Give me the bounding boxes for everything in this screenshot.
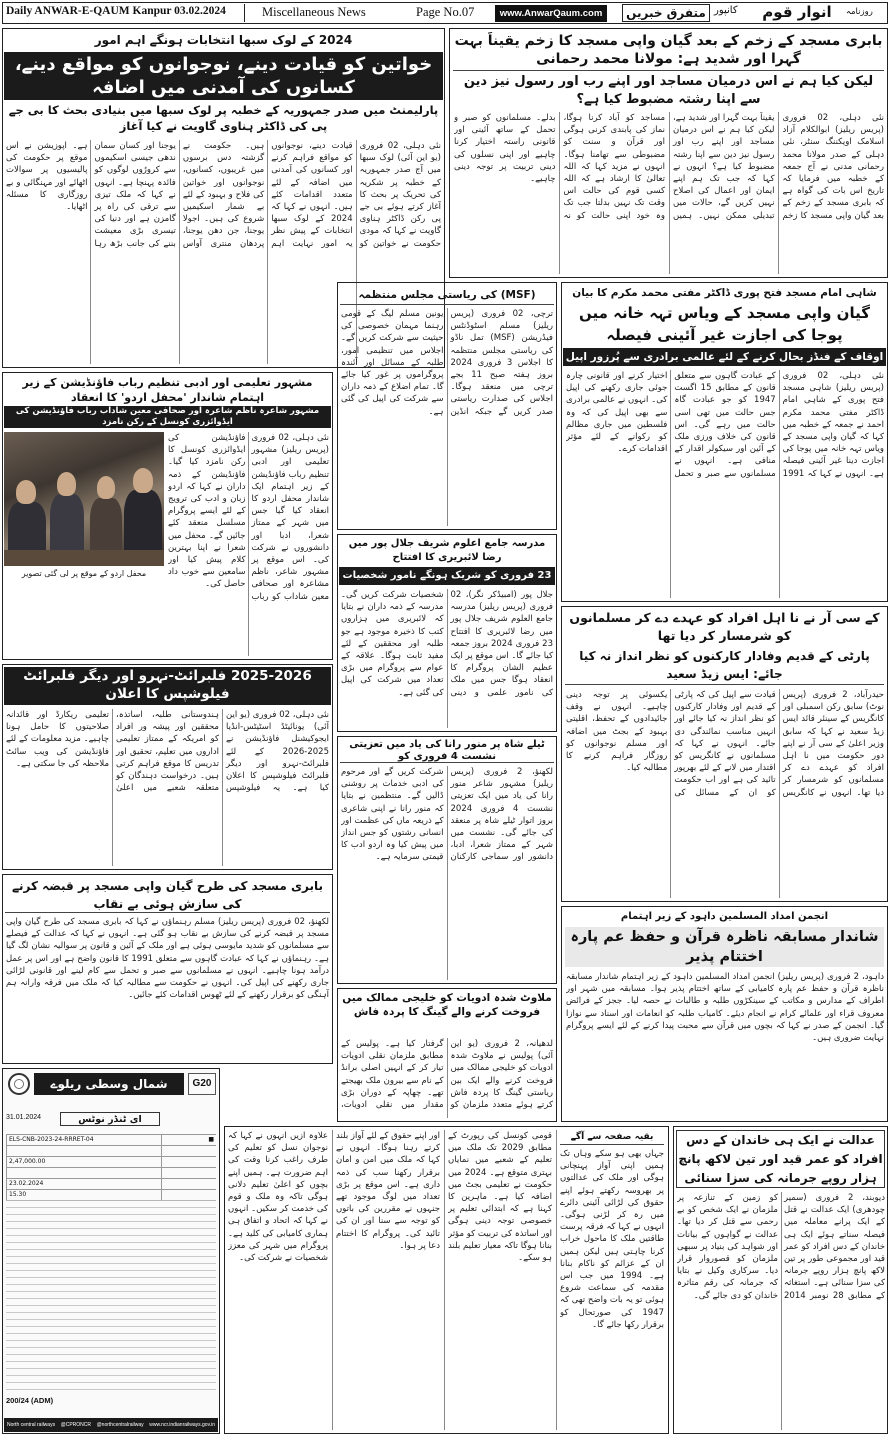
g20-badge: G20	[188, 1073, 216, 1095]
kicker-quran-competition: انجمن امداد المسلمین داہود کے زیر اہتمام	[620, 911, 829, 922]
tender-date: 31.01.2024	[6, 1114, 42, 1121]
headline-munawwar-rana: ٹیلے شاہ پر منور رانا کی یاد میں تعزیتی نشست 4 فروری کو	[340, 739, 554, 763]
headline-adulterated-medicine: ملاوٹ شدہ ادویات کو خلیجی ممالک میں فروخت کرنے والے گینگ کا پردہ فاش	[342, 992, 552, 1018]
body-mushaira: نئی دہلی، 02 فروری (پریس ریلیز) مشہور تعلیمی اور ادبی تنظیم رباب فاؤنڈیشن کے زیر اہتمام ایک شاندار محفل اردو کا انعقاد کیا گیا جس میں شہر کے ممتاز شعرا، ادبا اور دانشوروں نے شرکت کی۔ اس موقع پر مشہور شاعر، ناظم مشاعرہ اور صحافی معین شاداب کو رباب فاؤنڈیشن کی ایڈوائزری کونسل کا رکن نامزد کیا گیا۔ فاؤنڈیشن کے ذمہ داران نے کہا کہ اردو زبان و ادب کی ترویج کے لئے ایسے پروگرام مسلسل منعقد کئے جائیں گے۔ محفل میں شعرا نے اپنا بہترین کلام پیش کیا اور سامعین سے خوب داد حاصل کی۔	[168, 433, 329, 602]
headline-mushaira: مشہور تعلیمی اور ادبی تنظیم رباب فاؤنڈیشن کے زیر اہتمام شاندار 'محفل اردو' کا انعقاد	[22, 376, 313, 404]
body-quran-competition: داہود، 2 فروری (پریس ریلیز) انجمن امداد المسلمین داہود کے زیر اہتمام شاندار مسابقہ ناظرہ قرآن و حفظ عم پارہ کامیابی کے ساتھ اختتام پذیر ہوا۔ مسابقہ میں شہر اور اطراف کے مدارس و مکاتب کے سینکڑوں طلبہ و طالبات نے حصہ لیا۔ ججز کے فرائض معروف قراء اور علمائے کرام نے انجام دیئے۔ کامیاب طلبہ کو انعامات اور اسناد سے نوازا گیا۔ انجمن کے صدر نے کہا کہ بچوں میں قرآن سے محبت پیدا کرنے کے لئے ایسے پروگرام نہایت ضروری ہیں۔	[566, 972, 884, 1044]
tender-table	[6, 1134, 216, 1201]
headline-msf: (MSF) کی ریاستی مجلس منتظمہ	[340, 285, 554, 305]
continued-divider-2	[444, 1130, 445, 1430]
tender-id-value: ELS-CNB-2023-24-RRRET-04	[6, 1135, 161, 1145]
tender-id-label: ■	[161, 1135, 216, 1145]
subhead-babri-gyanvapi: لیکن کیا ہم نے اس درمیان مساجد اور اپنے رب اور رسول نیز دین سے اپنا رشتہ مضبوط کیا ہے؟	[453, 70, 884, 106]
social-instagram[interactable]: @northcentralrailway	[96, 1422, 144, 1428]
headline-saeed: کے سی آر نے نا اہل افراد کو عہدے دے کر مسلمانوں کو شرمسار کر دیا تھا	[569, 610, 880, 643]
headline-fulbright: 2025-2026 فلبرائٹ-نہرو اور دیگر فلبرائٹ فیلوشپس کا اعلان	[4, 667, 331, 705]
body-munawwar-rana: لکھنؤ، 2 فروری (پریس ریلیز) مشہور شاعر منور رانا کی یاد میں ایک تعزیتی نشست 4 فروری 2024 بروز اتوار ٹیلے شاہ پر منعقد کی جائے گی۔ نشست میں شہر کے ممتاز شعرا، ادبا، دانشور اور سماجی کارکنان شرکت کریں گے اور مرحوم کی ادبی خدمات پر روشنی ڈالیں گے۔ منتظمین نے بتایا کہ منور رانا نے اپنی شاعری کے ذریعہ ماں کی عظمت اور انسانی رشتوں کو جس انداز میں پیش کیا وہ اردو ادب کا قیمتی سرمایہ ہے۔	[341, 767, 553, 863]
continued-col-1: جہاں بھی ہو سکے وہاں تک ہمیں اپنی آواز پہنچانی ہوگی اور ملک کی عدالتوں پر بھروسہ رکھتے ہوئے اپنے حقوق کی لڑائی آئینی دائرے میں رہ کر لڑنی ہوگی۔ انہوں نے کہا کہ فرقہ پرست طاقتیں ملک کا ماحول خراب کرنا چاہتی ہیں لیکن ہمیں ان کے عزائم کو ناکام بنانا ہے۔ 1994 میں جب اس مقدمہ کی سماعت شروع ہوئی تو یہ بات واضح تھی کہ 1947 کی صورتحال کو برقرار رکھا جائے گا۔	[560, 1149, 664, 1330]
continued-col-4: علاوہ ازیں انہوں نے کہا کہ نوجوان نسل کو تعلیم کی طرف راغب کرنا وقت کی اہم ضرورت ہے۔ ہمیں اپنے بچوں کو اعلیٰ تعلیم دلانی ہوگی تاکہ وہ ملک و قوم کی خدمت کر سکیں۔ انہوں نے کہا کہ اتحاد و اتفاق ہی ہماری کامیابی کی کلید ہے۔ پروگرام میں شہر کی معزز شخصیات نے شرکت کی۔	[228, 1131, 328, 1264]
subhead-gyanvapi-fatwa: اوقاف کے فنڈز بحال کرنے کے لئے عالمی برادری سے پُرزور اپیل	[563, 348, 886, 366]
headline-court-verdict: عدالت نے ایک ہی خاندان کے دس افراد کو عمر قید اور تین لاکھ پانچ ہزار روپے جرمانہ کی سزا سنائی	[676, 1130, 885, 1188]
tender-amount: 2,47,000.00	[6, 1157, 161, 1167]
tender-fineprint	[6, 1200, 216, 1390]
masthead-divider	[244, 4, 245, 22]
masthead-logo: انوار قوم	[762, 3, 832, 21]
subhead-saeed: پارٹی کے قدیم وفادار کارکنوں کو نظر انداز نہ کیا جائے: ایس زیڈ سعید	[565, 647, 884, 685]
body-msf: ترچی، 02 فروری (پریس ریلیز) مسلم اسٹوڈنٹس فیڈریشن (MSF) تمل ناڈو کی ریاستی مجلس منتظمہ کا اجلاس 3 فروری 2024 بروز ہفتہ صبح 11 بجے ترچی میں منعقد ہوگا۔ اجلاس کی صدارت ریاستی صدر کریں گے جبکہ انڈین یونین مسلم لیگ کے قومی رہنما مہمان خصوصی کی حیثیت سے شرکت کریں گے۔ اجلاس میں تنظیمی امور، طلبہ کے مسائل اور آئندہ پروگراموں پر غور کیا جائے گا۔ تمام اضلاع کے ذمہ داران سے شرکت کی اپیل کی گئی ہے۔	[341, 309, 553, 417]
masthead-section-urdu: متفرق خبریں	[622, 4, 710, 22]
masthead-city: کانپور	[714, 5, 738, 16]
headline-budget: خواتین کو قیادت دینے، نوجوانوں کو مواقع دینے، کسانوں کی آمدنی میں اضافہ	[4, 52, 443, 100]
masthead-daily: روزنامہ	[846, 7, 873, 17]
body-babri-conspiracy: لکھنؤ، 02 فروری (پریس ریلیز) مسلم رہنماؤں نے کہا کہ بابری مسجد کی طرح گیان واپی مسجد پر قبضہ کرنے کی سازش بے نقاب ہو گئی ہے۔ انہوں نے کہا کہ عدالت کے فیصلے سے مسلمانوں کو شدید مایوسی ہوئی ہے اور ملک کے آئین و قانون پر سوالیہ نشان لگ گیا ہے۔ رہنماؤں نے کہا کہ عبادت گاہوں سے متعلق 1991 کا قانون واضح ہے اور اس پر عمل درآمد ہونا چاہیے۔ انہوں نے مسلمانوں سے صبر و تحمل سے کام لینے اور قانونی لڑائی جاری رکھنے کی اپیل کی۔ انہوں نے حکومت سے مطالبہ کیا کہ ملک میں فرقہ وارانہ ہم آہنگی کو برقرار رکھنے کے لئے ٹھوس اقدامات کئے جائیں۔	[6, 917, 329, 1001]
tender-closing-time: 15.30	[6, 1190, 161, 1200]
railway-name: شمال وسطی ریلوے	[34, 1073, 184, 1095]
headline-continued: بقیہ صفحہ سے آگے	[560, 1129, 664, 1145]
masthead-website: www.AnwarQaum.com	[495, 5, 607, 22]
body-court-verdict: دیوبند، 2 فروری (سمیر چودھری) ایک عدالت نے قتل کے ایک پرانے معاملہ میں فیصلہ سناتے ہوئے ایک ہی خاندان کے دس افراد کو عمر قید اور مجموعی طور پر تین لاکھ پانچ ہزار روپے جرمانہ کی سزا سنائی ہے۔ استغاثہ کے مطابق 28 نومبر 2014 کو زمین کے تنازعہ پر ملزمان نے ایک شخص کو بے رحمی سے قتل کر دیا تھا۔ عدالت نے گواہوں کے بیانات اور شواہد کی بنیاد پر سبھی ملزمان کو قصوروار قرار دیا۔ سرکاری وکیل نے بتایا کہ جرمانہ کی رقم متاثرہ خاندان کو دی جائے گی۔	[677, 1193, 885, 1301]
railway-logo-icon	[8, 1073, 30, 1095]
headline-quran-competition: شاندار مسابقہ ناظرہ قرآن و حفظ عم پارہ اختتام پذیر	[565, 927, 884, 967]
tender-notice-label: ای ٹنڈر نوٹس	[60, 1112, 160, 1126]
kicker-budget: 2024 کے لوک سبھا انتخابات ہونگے اہم امور	[94, 33, 353, 47]
continued-col-2: قومی کونسل کی رپورٹ کے مطابق 2029 تک ملک میں تعلیم کے شعبے میں نمایاں بہتری متوقع ہے۔ 2024 میں حکومت نے تعلیمی بجٹ میں اضافہ کیا ہے۔ ماہرین کا کہنا ہے کہ ابتدائی تعلیم پر خصوصی توجہ دینی ہوگی اور اساتذہ کی تربیت کو مؤثر بنانا ہوگا تاکہ معیار تعلیم بلند ہو سکے۔	[448, 1131, 552, 1264]
social-twitter[interactable]: @CPRONCR	[60, 1422, 92, 1428]
body-gyanvapi-fatwa: نئی دہلی، 02 فروری (پریس ریلیز) شاہی مسجد فتح پوری کے شاہی امام ڈاکٹر مفتی محمد مکرم احمد نے جمعہ کے خطبہ میں کہا کہ گیان واپی مسجد کے ویاس تہہ خانہ میں پوجا کی اجازت دینا غیر آئینی فیصلہ ہے۔ انہوں نے کہا کہ 1991 کے عبادت گاہوں سے متعلق قانون کے مطابق 15 اگست 1947 کو جو عبادت گاہ جس حالت میں تھی اسی حالت میں رہے گی۔ اس قانون کی خلاف ورزی ملک کے آئین اور سیکولر اقدار کے منافی ہے۔ انہوں نے مسلمانوں سے صبر و تحمل اختیار کرنے اور قانونی چارہ جوئی جاری رکھنے کی اپیل کی۔ انہوں نے عالمی برادری سے بھی اپیل کی کہ وہ فلسطین میں جاری مظالم کو رکوانے کے لئے مؤثر اقدامات کرے۔	[566, 371, 884, 479]
body-adulterated-medicine: لدھیانہ، 2 فروری (یو این آئی) پولیس نے ملاوٹ شدہ ادویات کو خلیجی ممالک میں فروخت کرنے والے ایک بین ریاستی گینگ کا پردہ فاش کرتے ہوئے متعدد ملزمان کو گرفتار کیا ہے۔ پولیس کے مطابق ملزمان نقلی ادویات تیار کر کے انہیں اصلی برانڈ کے نام سے بیرون ملک بھیجتے تھے۔ چھاپہ کے دوران بڑی مقدار میں نقلی ادویات،	[341, 1039, 553, 1111]
body-babri-gyanvapi: نئی دہلی، 02 فروری (پریس ریلیز) ابوالکلام آزاد اسلامک اویکننگ سنٹر، نئی دہلی کے صدر مولانا محمد رحمانی مدنی نے آج جمعہ کے خطبہ میں فرمایا کہ تاریخ اس بات کی گواہ ہے کہ بابری مسجد کے زخم کے بعد گیان واپی مسجد کا زخم یقیناً بہت گہرا اور شدید ہے، لیکن کیا ہم نے اس درمیان مساجد اور اپنے رب اور رسول نیز دین سے اپنا رشتہ مضبوط کیا ہے؟ انہوں نے کہا کہ جب تک ہم اپنے ایمان اور اعمال کی اصلاح نہیں کریں گے، حالات میں تبدیلی ممکن نہیں۔ ہمیں مساجد کو آباد کرنا ہوگا، نماز کی پابندی کرنی ہوگی اور قرآن و سنت کو مضبوطی سے تھامنا ہوگا۔ انہوں نے مزید کہا کہ اللہ تعالیٰ کا ارشاد ہے کہ اللہ کسی قوم کی حالت اس وقت تک نہیں بدلتا جب تک وہ خود اپنی حالت کو نہ بدلے۔ مسلمانوں کو صبر و تحمل کے ساتھ آئینی اور قانونی راستہ اختیار کرنا چاہیے اور اپنی نسلوں کی دینی تربیت پر توجہ دینی چاہیے۔	[454, 113, 884, 221]
masthead-page-no: Page No.07	[416, 5, 475, 19]
event-photo	[4, 432, 164, 566]
headline-madrasa-library: مدرسہ جامع اعلوم شریف جلال پور میں رضا لائبریری کا افتتاح	[348, 538, 546, 563]
headline-gyanvapi-fatwa: گیان واپی مسجد کے ویاس تہہ خانہ میں پوجا کی اجازت غیر آئینی فیصلہ	[579, 304, 870, 344]
subhead-mushaira: مشہور شاعرہ ناظم شاعرہ اور صحافی معین شاداب رباب فاؤنڈیشن کی ایڈوائزری کونسل کے رکن نامزد	[4, 406, 331, 428]
social-website[interactable]: www.ncr.indianrailways.gov.in	[149, 1422, 215, 1428]
photo-caption: محفل اردو کے موقع پر لی گئی تصویر	[21, 569, 147, 578]
headline-babri-conspiracy: بابری مسجد کی طرح گیان واپی مسجد پر قبضہ کرنے کی سازش ہوئی بے نقاب	[5, 877, 330, 913]
tender-spec	[6, 1146, 161, 1156]
tender-social-bar	[4, 1418, 218, 1432]
masthead-section: Miscellaneous News	[262, 5, 366, 19]
headline-babri-gyanvapi: بابری مسجد کے زخم کے بعد گیان واپی مسجد کا زخم یقیناً بہت گہرا اور شدید ہے: مولانا محمد رحمانی	[454, 33, 883, 67]
continued-col-3: اور اپنے حقوق کے لئے آواز بلند کرتے رہنا ہوگا۔ انہوں نے کہا کہ ملک میں امن و امان برقرار رکھنا سب کی ذمہ داری ہے۔ اس موقع پر بڑی تعداد میں لوگ موجود تھے جنہوں نے مقررین کی باتوں کو توجہ سے سنا اور ان کی تائید کی۔ پروگرام کا اختتام دعا پر ہوا۔	[336, 1131, 440, 1251]
subhead-madrasa-library: 23 فروری کو شریک ہونگے نامور شخصیات	[339, 567, 555, 585]
masthead-date: Daily ANWAR-E-QAUM Kanpur 03.02.2024	[6, 5, 226, 17]
body-madrasa-library: جلال پور (امبیڈکر نگر)، 02 فروری (پریس ریلیز) مدرسہ جامع العلوم شریف جلال پور میں رضا لائبریری کا افتتاح 23 فروری 2024 بروز جمعہ کیا جائے گا۔ اس موقع پر ایک عظیم الشان پروگرام کا انعقاد ہوگا جس میں ملک کی نامور علمی و دینی شخصیات شرکت کریں گی۔ مدرسہ کے ذمہ داران نے بتایا کہ لائبریری میں ہزاروں کتب کا ذخیرہ موجود ہے جو طلبہ اور محققین کے لئے مفید ثابت ہوگا۔ علاقہ کے عوام سے پروگرام میں بڑی تعداد میں شرکت کی اپیل کی گئی ہے۔	[341, 590, 553, 698]
social-facebook[interactable]: North central railways	[7, 1422, 56, 1428]
kicker-gyanvapi-fatwa: شاہی امام مسجد فتح پوری ڈاکٹر مفتی محمد مکرم کا بیان	[572, 287, 877, 299]
tender-reference: 200/24 (ADM)	[6, 1396, 54, 1405]
subhead-budget: پارلیمنٹ میں صدر جمہوریہ کے خطبہ پر لوک سبھا میں بنیادی بحث کا بی جے پی کی ڈاکٹر ہناوی گاویت نے کیا آغاز	[8, 103, 439, 133]
continued-divider-1	[556, 1130, 557, 1430]
body-fulbright: نئی دہلی، 02 فروری (یو این آئی) یونائیٹڈ اسٹیٹس-انڈیا ایجوکیشنل فاؤنڈیشن نے 2025-2026 کے لئے فلبرائٹ-نہرو اور دیگر فلبرائٹ فیلوشپس کا اعلان کیا ہے۔ یہ فیلوشپس ہندوستانی طلبہ، اساتذہ، محققین اور پیشہ ور افراد کو امریکہ کے ممتاز تعلیمی اداروں میں تعلیم، تحقیق اور تدریس کا موقع فراہم کرتی ہیں۔ درخواست دہندگان کو متعلقہ شعبے میں اعلیٰ تعلیمی ریکارڈ اور قائدانہ صلاحیتوں کا حامل ہونا چاہیے۔ مزید معلومات کے لئے فاؤنڈیشن کی ویب سائٹ ملاحظہ کی جا سکتی ہے۔	[6, 710, 329, 794]
tender-closing-date: 23.02.2024	[6, 1179, 161, 1189]
body-saeed: حیدرآباد، 2 فروری (پریس نوٹ) سابق رکن اسمبلی اور کانگریس کے سینئر قائد ایس زیڈ سعید نے کہا کہ سابق وزیر اعلیٰ کے سی آر نے اپنے دور حکومت میں نا اہل افراد کو عہدے دے کر مسلمانوں کو شرمسار کر دیا تھا۔ انہوں نے کانگریس قیادت سے اپیل کی کہ پارٹی کے قدیم اور وفادار کارکنوں کو نظر انداز نہ کیا جائے اور انہیں مناسب نمائندگی دی جائے۔ انہوں نے کہا کہ مسلمانوں نے کانگریس کو اقتدار میں لانے کے لئے بھرپور تائید کی ہے اور اب حکومت کو ان کے مسائل کی یکسوئی پر توجہ دینی چاہیے۔ انہوں نے وقف جائیدادوں کے تحفظ، اقلیتی بہبود کے بجٹ میں اضافہ اور مسلم نوجوانوں کو روزگار فراہم کرنے کا مطالبہ کیا۔	[566, 690, 884, 798]
body-budget: نئی دہلی، 02 فروری (یو این آئی) لوک سبھا میں آج صدر جمہوریہ کے خطبہ پر شکریہ کی تحریک پر بحث کا آغاز کرتے ہوئے بی جے پی رکن ڈاکٹر ہناوی گاویت نے کہا کہ مودی حکومت نے خواتین کو قیادت دینے، نوجوانوں کو مواقع فراہم کرنے اور کسانوں کی آمدنی میں اضافہ کے لئے متعدد اقدامات کئے ہیں۔ انہوں نے کہا کہ 2024 کے لوک سبھا انتخابات کے پیش نظر یہ امور نہایت اہم ہیں۔ حکومت نے گزشتہ دس برسوں میں غریبوں، کسانوں، نوجوانوں اور خواتین کی فلاح و بہبود کے لئے بے شمار اسکیمیں شروع کی ہیں۔ اجولا یوجنا، جن دھن یوجنا، پردھان منتری آواس یوجنا اور کسان سمان ندھی جیسی اسکیموں سے کروڑوں لوگوں کو فائدہ پہنچا ہے۔ انہوں نے کہا کہ ملک تیزی سے ترقی کی راہ پر گامزن ہے اور دنیا کی تیسری بڑی معیشت بننے کی جانب بڑھ رہا ہے۔ اپوزیشن نے اس موقع پر حکومت کی پالیسیوں پر سوالات اٹھائے اور مہنگائی و بے روزگاری کا مسئلہ اٹھایا۔	[6, 141, 441, 249]
continued-divider-3	[332, 1130, 333, 1430]
